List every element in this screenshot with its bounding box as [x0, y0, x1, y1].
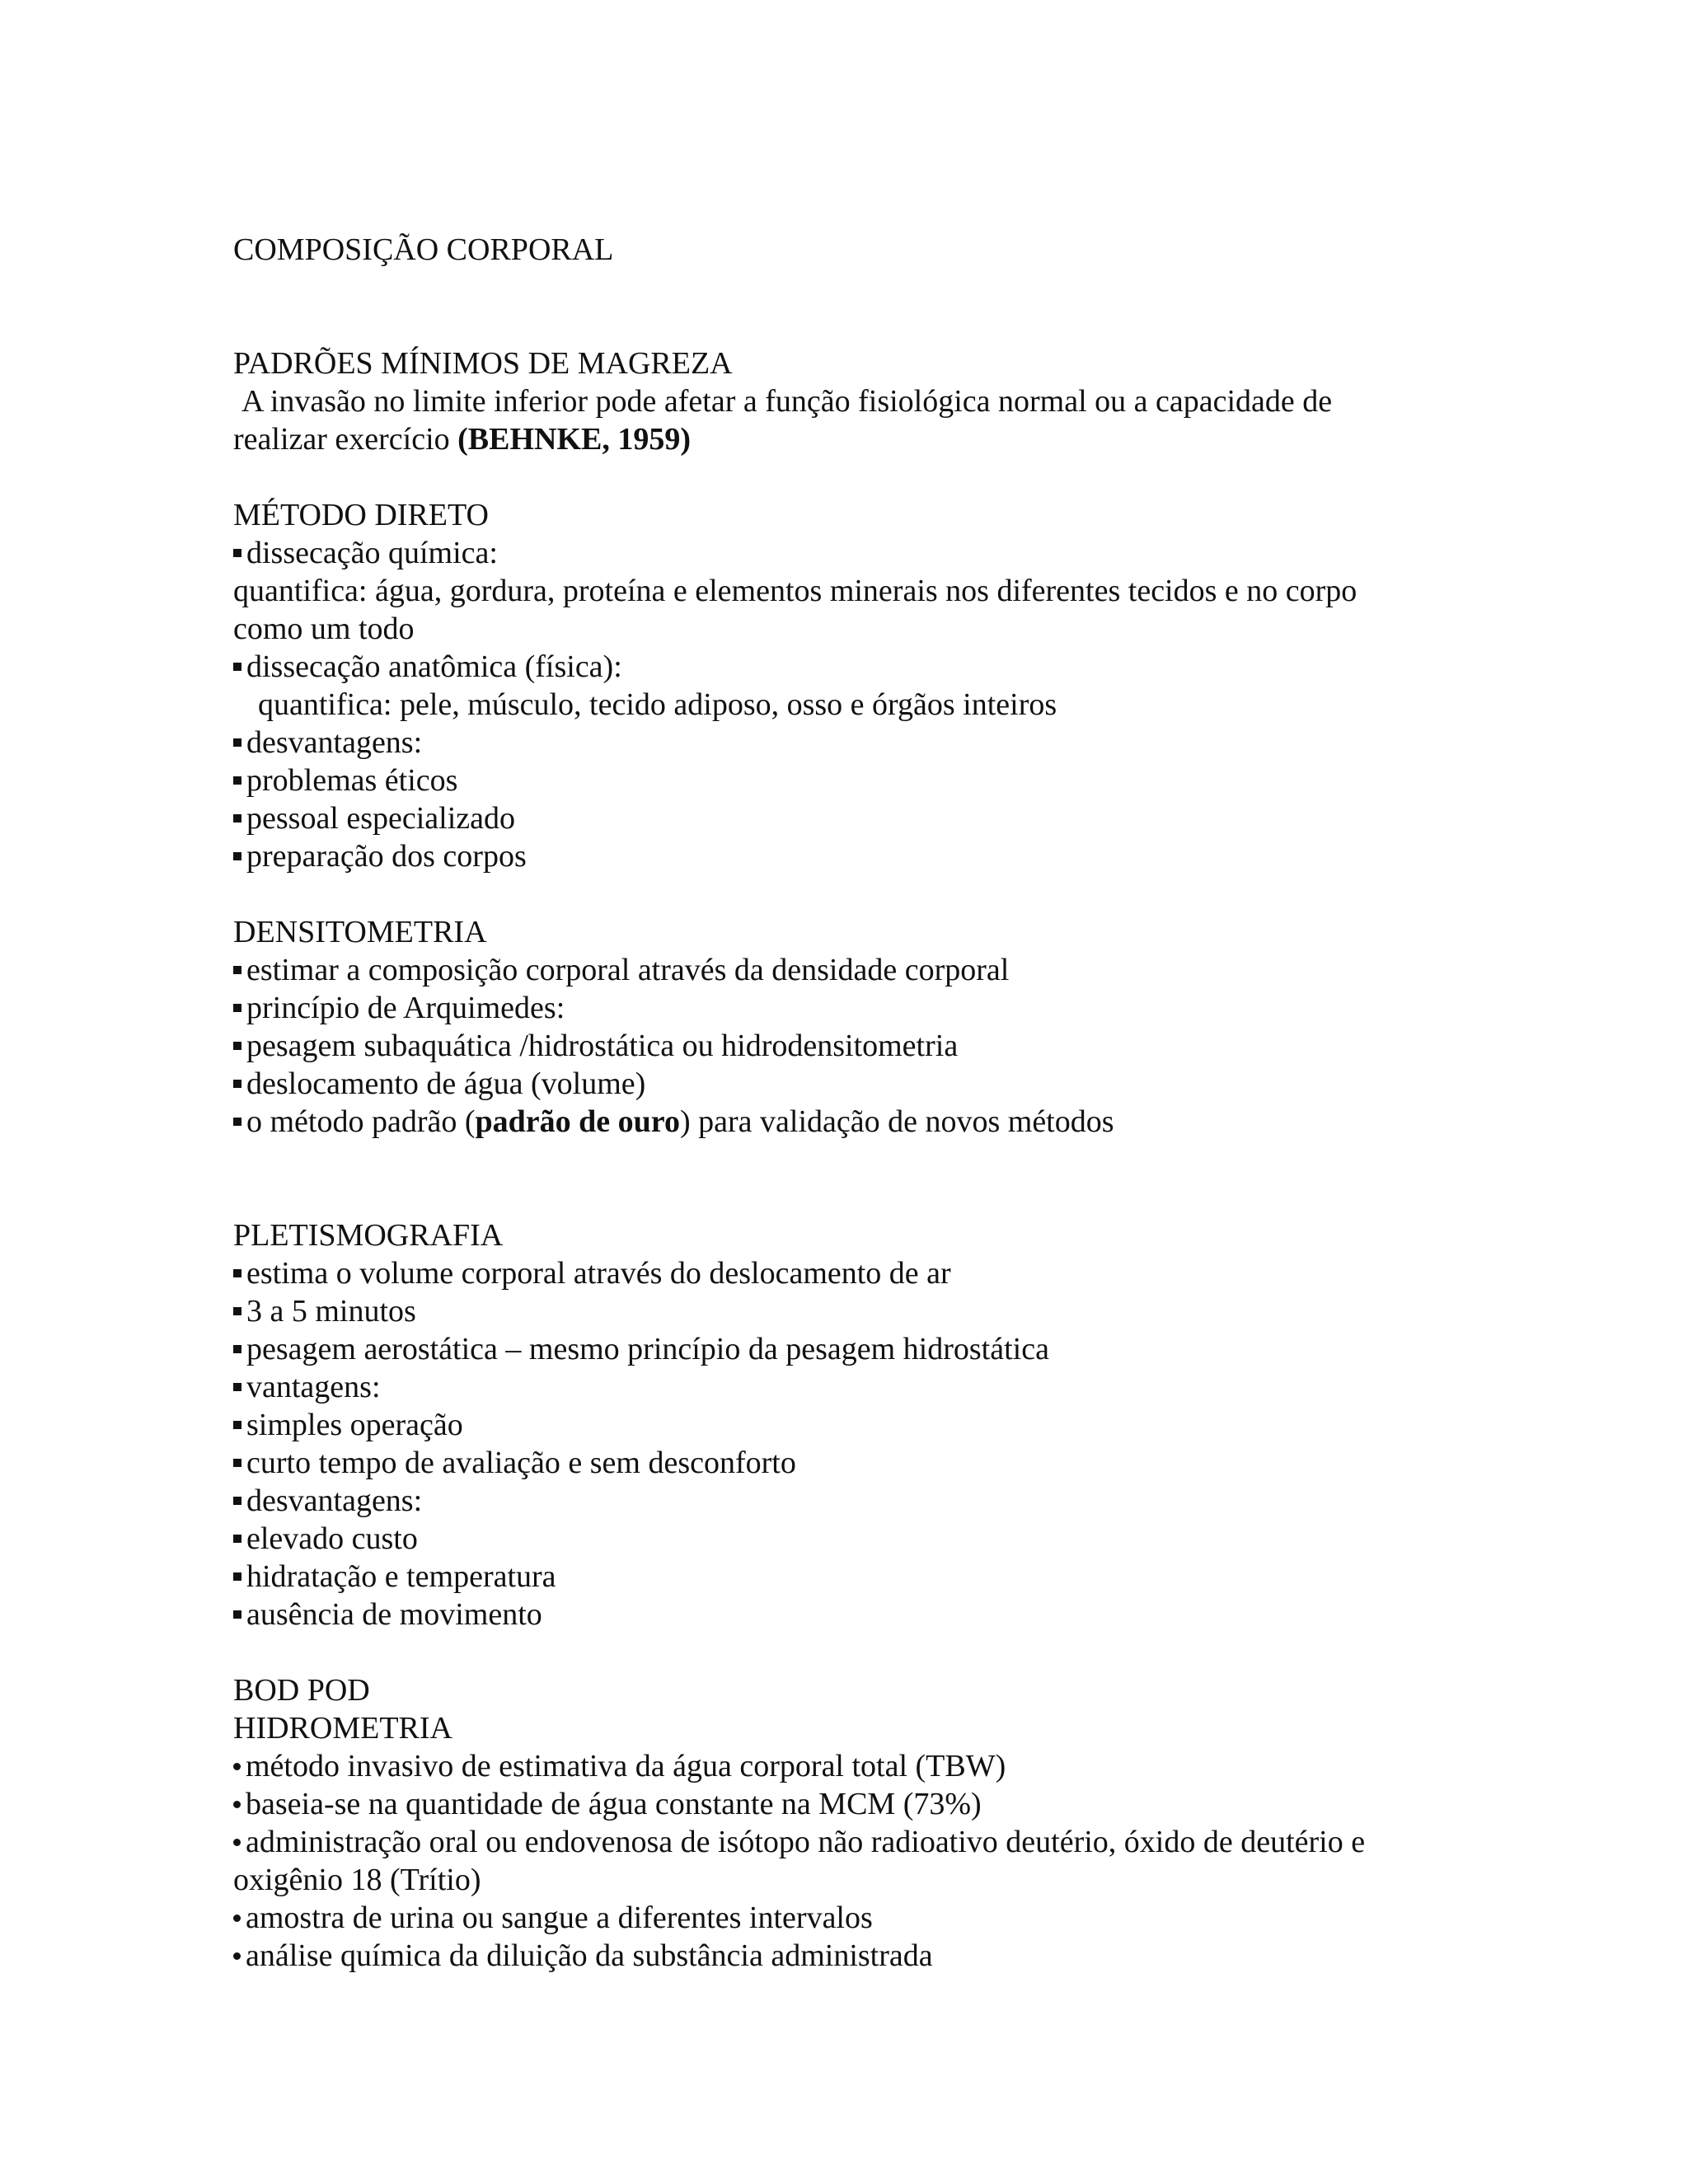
bullet-icon [233, 1763, 241, 1770]
bullet-icon [233, 1535, 241, 1543]
bullet-icon [233, 1383, 241, 1391]
bullet-icon [233, 738, 241, 747]
paragraph-line: realizar exercício (BEHNKE, 1959) [233, 422, 692, 457]
bullet-icon [233, 1839, 241, 1846]
list-item: pesagem aerostática – mesmo princípio da pesagem hidrostática [233, 1330, 1049, 1368]
list-item: administração oral ou endovenosa de isótopo não radioativo deutério, óxido de deutério e [233, 1823, 1365, 1861]
list-item: 3 a 5 minutos [233, 1292, 416, 1330]
list-item: oxigênio 18 (Trítio) [233, 1863, 481, 1897]
bullet-icon [233, 1080, 241, 1088]
list-item: curto tempo de avaliação e sem desconforto [233, 1444, 796, 1482]
list-item: quantifica: pele, músculo, tecido adiposo, osso e órgãos inteiros [258, 687, 1057, 722]
bullet-icon [233, 663, 241, 671]
list-item: preparação dos corpos [233, 837, 527, 875]
section-heading-bod-pod: BOD POD [233, 1673, 370, 1708]
list-item: dissecação anatômica (física): [233, 648, 622, 686]
list-item: estima o volume corporal através do deslocamento de ar [233, 1254, 951, 1292]
bullet-icon [233, 1952, 241, 1960]
section-heading-magreza: PADRÕES MÍNIMOS DE MAGREZA [233, 346, 733, 381]
list-item: pesagem subaquática /hidrostática ou hidrodensitometria [233, 1027, 958, 1065]
list-item: método invasivo de estimativa da água corporal total (TBW) [233, 1747, 1006, 1785]
bullet-icon [233, 549, 241, 557]
list-item: dissecação química: [233, 534, 498, 572]
bullet-icon [233, 852, 241, 860]
list-item: ausência de movimento [233, 1596, 542, 1633]
list-item: problemas éticos [233, 762, 457, 799]
emphasis-text: padrão de ouro [475, 1104, 680, 1139]
bullet-icon [233, 1269, 241, 1277]
section-heading-densitometria: DENSITOMETRIA [233, 915, 487, 949]
list-item: hidratação e temperatura [233, 1558, 556, 1596]
list-item: o método padrão (padrão de ouro) para validação de novos métodos [233, 1103, 1114, 1141]
citation: (BEHNKE, 1959) [457, 422, 692, 457]
bullet-icon [233, 1572, 241, 1581]
bullet-icon [233, 814, 241, 823]
list-item: estimar a composição corporal através da densidade corporal [233, 951, 1009, 989]
list-item: princípio de Arquimedes: [233, 989, 565, 1027]
section-heading-pletismografia: PLETISMOGRAFIA [233, 1218, 504, 1253]
list-item: vantagens: [233, 1368, 381, 1406]
bullet-icon [233, 776, 241, 785]
bullet-icon [233, 1610, 241, 1619]
list-item: baseia-se na quantidade de água constante na MCM (73%) [233, 1785, 982, 1823]
list-item: desvantagens: [233, 724, 422, 762]
list-item: simples operação [233, 1406, 463, 1444]
document-title: COMPOSIÇÃO CORPORAL [233, 232, 614, 267]
list-item: quantifica: água, gordura, proteína e elementos minerais nos diferentes tecidos e no corpo [233, 574, 1357, 608]
bullet-icon [233, 1118, 241, 1126]
list-item: elevado custo [233, 1520, 418, 1558]
list-item: análise química da diluição da substância administrada [233, 1937, 933, 1975]
list-item: desvantagens: [233, 1482, 422, 1520]
bullet-icon [233, 1421, 241, 1429]
bullet-icon [233, 1497, 241, 1505]
bullet-icon [233, 1459, 241, 1467]
list-item: como um todo [233, 612, 415, 646]
list-item: deslocamento de água (volume) [233, 1065, 645, 1103]
bullet-icon [233, 1004, 241, 1012]
bullet-icon [233, 966, 241, 974]
list-item: pessoal especializado [233, 799, 515, 837]
section-heading-hidrometria: HIDROMETRIA [233, 1711, 452, 1746]
bullet-icon [233, 1801, 241, 1808]
paragraph-line: A invasão no limite inferior pode afetar a função fisiológica normal ou a capacidade de [241, 384, 1333, 419]
bullet-icon [233, 1307, 241, 1315]
bullet-icon [233, 1345, 241, 1353]
bullet-icon [233, 1915, 241, 1922]
list-item: amostra de urina ou sangue a diferentes intervalos [233, 1899, 873, 1937]
section-heading-metodo-direto: MÉTODO DIRETO [233, 498, 489, 532]
bullet-icon [233, 1042, 241, 1050]
